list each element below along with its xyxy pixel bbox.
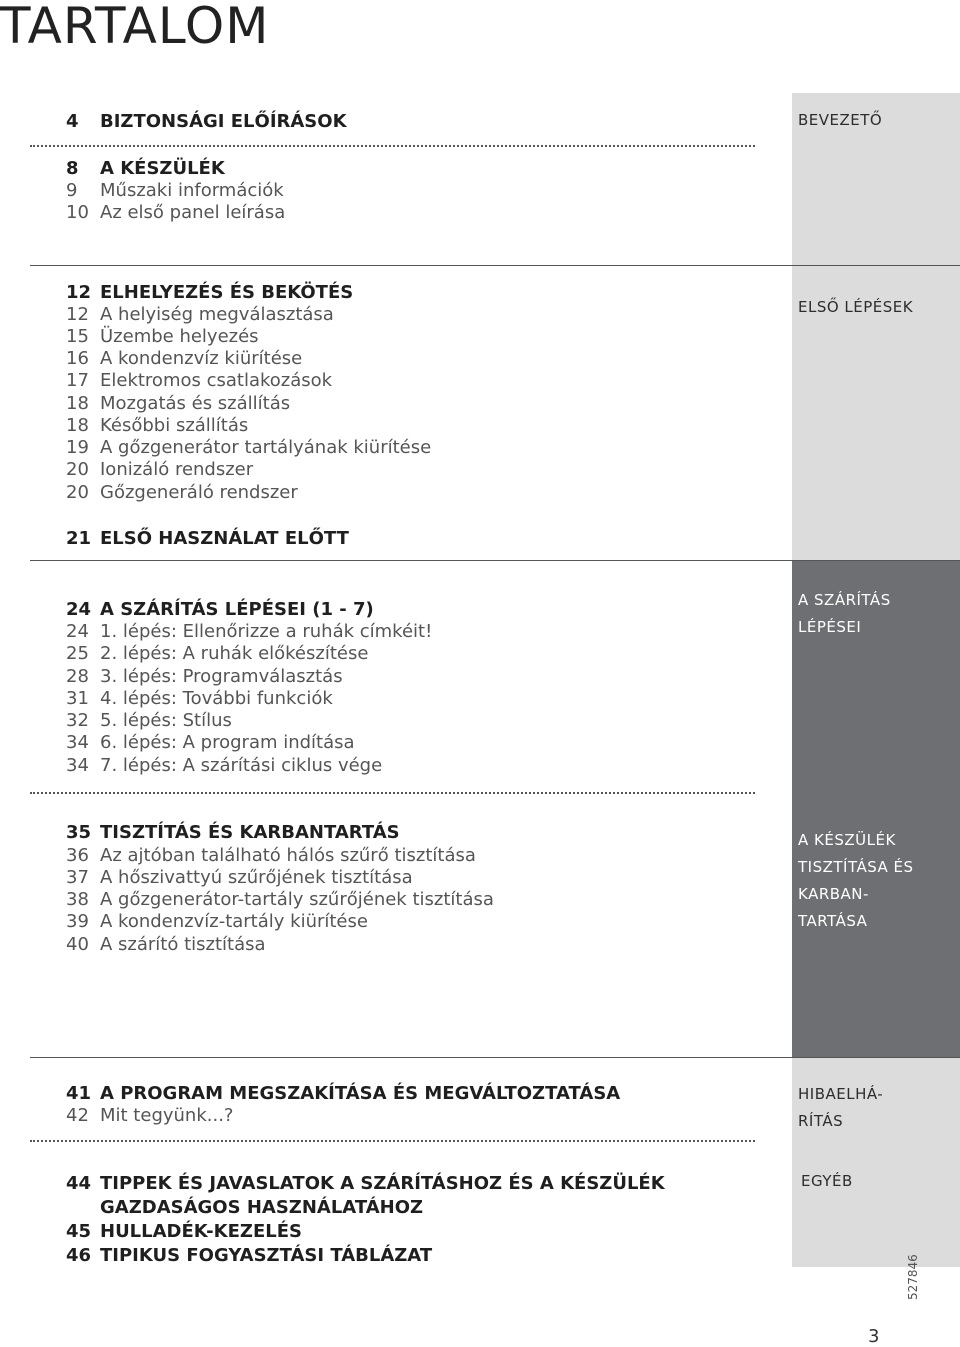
page-number: 18 <box>66 393 89 414</box>
entry-title: A gőzgenerátor tartályának kiürítése <box>100 437 432 458</box>
section-divider <box>30 265 960 266</box>
entry-title: A kondenzvíz kiürítése <box>100 348 303 369</box>
page-number: 24 <box>66 621 89 642</box>
page-number: 10 <box>66 202 89 223</box>
page-title: TARTALOM <box>0 0 270 55</box>
page-number: 45 <box>66 1221 92 1242</box>
entry-title: HULLADÉK-KEZELÉS <box>100 1221 302 1242</box>
entry-title: A gőzgenerátor-tartály szűrőjének tisztítása <box>100 889 494 910</box>
page-number: 20 <box>66 482 89 503</box>
entry-title: ELSŐ HASZNÁLAT ELŐTT <box>100 528 349 549</box>
section-divider <box>30 1057 960 1058</box>
page-number: 42 <box>66 1105 89 1126</box>
side-label-first-steps: ELSŐ LÉPÉSEK <box>798 298 914 316</box>
entry-title: Műszaki információk <box>100 180 284 201</box>
page-number: 24 <box>66 599 92 620</box>
entry-title: A PROGRAM MEGSZAKÍTÁSA ÉS MEGVÁLTOZTATÁSA <box>100 1083 621 1104</box>
entry-title: ELHELYEZÉS ÉS BEKÖTÉS <box>100 282 354 303</box>
entry-title: 1. lépés: Ellenőrizze a ruhák címkéit! <box>100 621 433 642</box>
page-number: 19 <box>66 437 89 458</box>
side-label-intro: BEVEZETŐ <box>798 111 883 129</box>
entry-title: A SZÁRÍTÁS LÉPÉSEI (1 - 7) <box>100 599 374 620</box>
page-number: 16 <box>66 348 89 369</box>
page-number: 8 <box>66 158 79 179</box>
page-number: 44 <box>66 1173 92 1194</box>
side-label-troubleshooting: HIBAELHÁ- RÍTÁS <box>798 1085 884 1130</box>
page-number: 21 <box>66 528 92 549</box>
entry-title: Elektromos csatlakozások <box>100 370 333 391</box>
page-number: 34 <box>66 755 89 776</box>
dotted-separator <box>30 792 755 794</box>
dotted-separator <box>30 145 755 147</box>
entry-title: Ionizáló rendszer <box>100 459 254 480</box>
entry-title: 4. lépés: További funkciók <box>100 688 333 709</box>
page-number: 40 <box>66 934 89 955</box>
entry-title: A szárító tisztítása <box>100 934 266 955</box>
page-number: 20 <box>66 459 89 480</box>
page-number: 28 <box>66 666 89 687</box>
entry-title: 2. lépés: A ruhák előkészítése <box>100 643 369 664</box>
page-number: 32 <box>66 710 89 731</box>
page-number: 17 <box>66 370 89 391</box>
page-number: 31 <box>66 688 89 709</box>
page-number: 38 <box>66 889 89 910</box>
side-label-cleaning: A KÉSZÜLÉK TISZTÍTÁSA ÉS KARBAN- TARTÁSA <box>798 831 914 930</box>
page-number: 37 <box>66 867 89 888</box>
entry-title: 3. lépés: Programválasztás <box>100 666 343 687</box>
entry-title: BIZTONSÁGI ELŐÍRÁSOK <box>100 111 347 132</box>
page-number: 36 <box>66 845 89 866</box>
entry-title: TISZTÍTÁS ÉS KARBANTARTÁS <box>100 822 400 843</box>
entry-title: 5. lépés: Stílus <box>100 710 232 731</box>
entry-title: 6. lépés: A program indítása <box>100 732 355 753</box>
entry-title: Későbbi szállítás <box>100 415 249 436</box>
page-number: 25 <box>66 643 89 664</box>
page-number: 34 <box>66 732 89 753</box>
entry-title: Mozgatás és szállítás <box>100 393 291 414</box>
entry-title: Gőzgeneráló rendszer <box>100 482 298 503</box>
entry-title: TIPIKUS FOGYASZTÁSI TÁBLÁZAT <box>100 1245 433 1266</box>
page-number: 9 <box>66 180 78 201</box>
entry-title: A helyiség megválasztása <box>100 304 334 325</box>
entry-title: A hőszivattyú szűrőjének tisztítása <box>100 867 413 888</box>
page-number: 41 <box>66 1083 92 1104</box>
entry-title: Az ajtóban található hálós szűrő tisztítása <box>100 845 476 866</box>
entry-title: TIPPEK ÉS JAVASLATOK A SZÁRÍTÁSHOZ ÉS A KÉSZÜLÉK <box>100 1173 665 1194</box>
section-divider <box>30 560 960 561</box>
entry-title: Az első panel leírása <box>100 202 286 223</box>
page-number: 18 <box>66 415 89 436</box>
entry-title: GAZDASÁGOS HASZNÁLATÁHOZ <box>100 1197 424 1218</box>
page-number: 39 <box>66 911 89 932</box>
page-number: 4 <box>66 111 79 132</box>
page-number-footer: 3 <box>868 1326 880 1347</box>
side-label-other: EGYÉB <box>801 1172 853 1190</box>
entry-title: A KÉSZÜLÉK <box>100 158 225 179</box>
side-label-drying-steps: A SZÁRÍTÁS LÉPÉSEI <box>798 591 891 636</box>
entry-title: A kondenzvíz-tartály kiürítése <box>100 911 368 932</box>
entry-title: 7. lépés: A szárítási ciklus vége <box>100 755 383 776</box>
page-number: 46 <box>66 1245 92 1266</box>
page-number: 12 <box>66 304 89 325</box>
page-number: 35 <box>66 822 92 843</box>
page-number: 12 <box>66 282 92 303</box>
dotted-separator <box>30 1140 755 1142</box>
entry-title: Üzembe helyezés <box>100 326 259 347</box>
entry-title: Mit tegyünk...? <box>100 1105 234 1126</box>
page-number: 15 <box>66 326 89 347</box>
document-code: 527846 <box>906 1254 920 1300</box>
